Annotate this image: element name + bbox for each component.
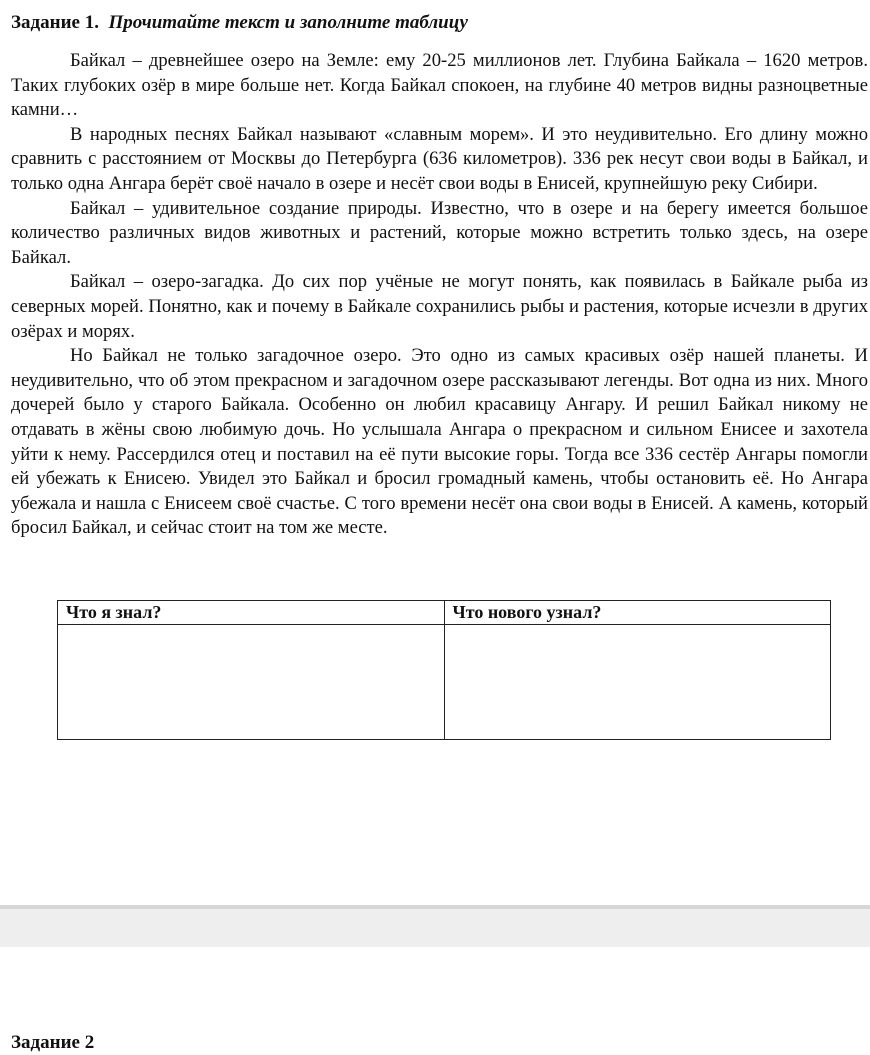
paragraph: Байкал – древнейшее озеро на Земле: ему 20-25 миллионов лет. Глубина Байкала – 1620 метров. Таких глубоких озёр в мире больше нет. Когда Байкал спокоен, на глубине 40 метров видны разноцветные камни… <box>11 50 868 121</box>
paragraph: Но Байкал не только загадочное озеро. Это одно из самых красивых озёр нашей планеты. И неудивительно, что об этом прекрасном и загадочном озере рассказывают легенды. Вот одна из них. Много дочерей было у старого Байкала. Особенно он любил красавицу Ангару. И решил Байкал никому не отдавать в жёны свою любимую дочь. Но услышала Ангара о прекрасном и сильном Енисее и захотела уйти к нему. Рассердился отец и поставил на её пути высокие горы. Тогда все 336 сестёр Ангары помогли ей убежать к Енисею. Увидел это Байкал и бросил громадный камень, чтобы остановить её. Но Ангара убежала и нашла с Енисеем своё счастье. С того времени несёт она свои воды в Енисей. А камень, который бросил Байкал, и сейчас стоит на том же месте. <box>11 345 868 539</box>
column-header-known: Что я знал? <box>58 601 445 625</box>
page-separator <box>0 905 870 947</box>
table-row <box>58 625 831 740</box>
paragraph: Байкал – удивительное создание природы. Известно, что в озере и на берегу имеется большое количество различных видов животных и растений, которые можно встретить только здесь, на озере Байкал. <box>11 197 868 268</box>
task-2-heading: Задание 2 <box>11 1032 95 1053</box>
paragraph: В народных песнях Байкал называют «славным морем». И это неудивительно. Его длину можно сравнить с расстоянием от Москвы до Петербурга (636 километров). 336 рек несут свои воды в Байкал, и только одна Ангара берёт своё начало в озере и несёт свои воды в Енисей, крупнейшую реку Сибири. <box>11 123 868 194</box>
reading-text <box>11 49 868 541</box>
table-header-row <box>58 601 831 625</box>
document-page-2 <box>0 947 870 1053</box>
table-cell-learned[interactable] <box>444 625 831 740</box>
task-1-instruction: Прочитайте текст и заполните таблицу <box>108 12 468 33</box>
task-1-heading <box>11 11 468 35</box>
knowledge-table <box>57 600 831 740</box>
table-cell-known[interactable] <box>58 625 445 740</box>
task-1-number: Задание 1. <box>11 12 99 33</box>
paragraph: Байкал – озеро-загадка. До сих пор учёные не могут понять, как появилась в Байкале рыба из северных морей. Понятно, как и почему в Байкале сохранились рыбы и растения, которые исчезли в других озёрах и морях. <box>11 271 868 342</box>
column-header-learned: Что нового узнал? <box>444 601 831 625</box>
